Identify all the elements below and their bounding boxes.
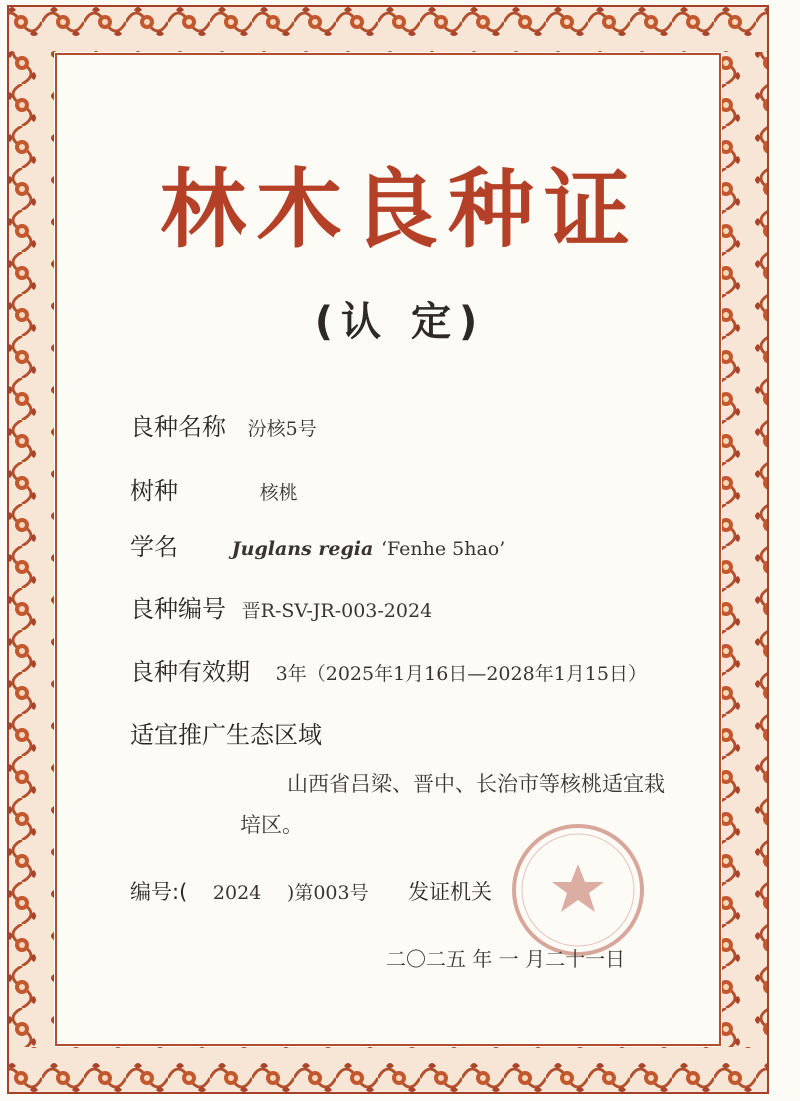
issue-date: 二〇二五 年 一 月二十一日 bbox=[386, 947, 626, 971]
species-label: 树种 bbox=[130, 477, 178, 505]
cert-no-prefix: 编号:( bbox=[130, 880, 188, 904]
species-value: 核桃 bbox=[259, 482, 298, 504]
issue-date-row bbox=[386, 943, 625, 972]
validity-value: 3年（2025年1月16日—2028年1月15日） bbox=[275, 663, 647, 685]
official-seal bbox=[508, 820, 648, 960]
variety-name-row bbox=[130, 407, 317, 442]
number-label: 良种编号 bbox=[130, 595, 226, 623]
region-value-line1: 山西省吕梁、晋中、长治市等核桃适宜栽 bbox=[287, 772, 665, 796]
scientific-name-cultivar: ‘Fenhe 5hao’ bbox=[380, 538, 506, 560]
validity-row bbox=[130, 652, 647, 687]
issuer-label: 发证机关 bbox=[408, 880, 492, 904]
variety-name-label: 良种名称 bbox=[130, 413, 226, 441]
cert-no-year: 2024 bbox=[212, 882, 262, 904]
issuer-row bbox=[408, 876, 492, 906]
region-value-line1-row bbox=[287, 768, 665, 798]
scientific-name-label: 学名 bbox=[130, 533, 178, 561]
species-row bbox=[130, 471, 298, 506]
certificate-subtitle: (认 定) bbox=[314, 299, 486, 345]
scientific-name-row bbox=[130, 527, 505, 562]
certificate-number-row bbox=[130, 876, 369, 906]
cert-no-suffix: )第003号 bbox=[286, 882, 369, 904]
number-row bbox=[130, 589, 432, 624]
region-value-line2-row bbox=[240, 809, 303, 839]
validity-label: 良种有效期 bbox=[130, 658, 250, 686]
region-row bbox=[130, 715, 322, 750]
scientific-name-genus-species: Juglans regia bbox=[231, 538, 374, 560]
variety-name-value: 汾核5号 bbox=[247, 418, 317, 440]
region-label: 适宜推广生态区域 bbox=[130, 721, 322, 749]
certificate-title: 林木良种证 bbox=[160, 160, 640, 260]
region-value-line2: 培区。 bbox=[240, 813, 303, 837]
number-value: 晋R-SV-JR-003-2024 bbox=[241, 600, 433, 622]
